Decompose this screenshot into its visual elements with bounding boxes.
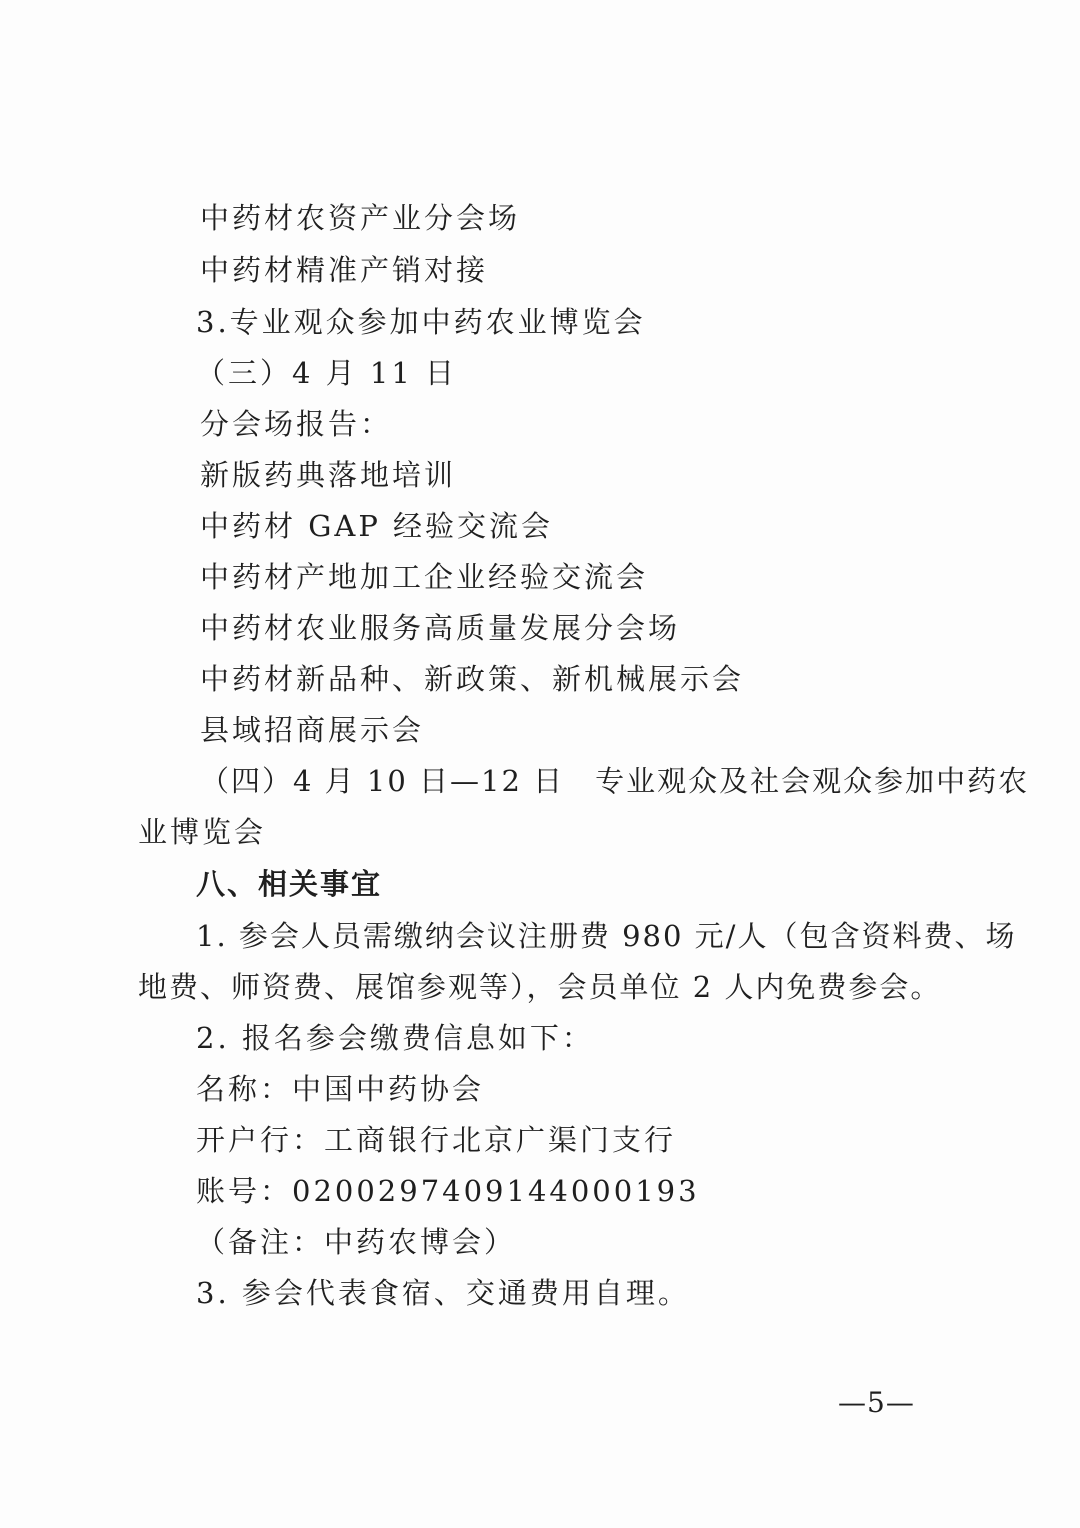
text-line: 新版药典落地培训 (200, 458, 457, 492)
text-line: 中药材农资产业分会场 (200, 201, 521, 235)
text-line: 中药材农业服务高质量发展分会场 (200, 611, 681, 645)
text-line: 1. 参会人员需缴纳会议注册费 980 元/人（包含资料费、场 (196, 919, 1017, 953)
text-line: 中药材 GAP 经验交流会 (200, 509, 554, 543)
text-line: （备注：中药农博会） (196, 1225, 517, 1259)
text-line: 3. 参会代表食宿、交通费用自理。 (196, 1276, 690, 1310)
text-line: 中药材精准产销对接 (200, 253, 489, 287)
account-number-line: 账号：0200297409144000193 (196, 1174, 700, 1208)
text-line: 2. 报名参会缴费信息如下： (196, 1021, 594, 1055)
text-line: 地费、师资费、展馆参观等），会员单位 2 人内免费参会。 (138, 970, 942, 1004)
text-line: 中药材新品种、新政策、新机械展示会 (200, 662, 745, 696)
text-line: 县域招商展示会 (200, 713, 425, 747)
text-line: 中药材产地加工企业经验交流会 (200, 560, 649, 594)
section-subheading: （四）4 月 10 日—12 日 专业观众及社会观众参加中药农 (200, 764, 1030, 798)
section-heading: 八、相关事宜 (196, 867, 383, 901)
text-line: 分会场报告： (200, 407, 393, 441)
page-number: —5— (838, 1386, 915, 1419)
text-line: 名称：中国中药协会 (196, 1072, 485, 1106)
text-line: 业博览会 (138, 815, 267, 849)
text-line: 3.专业观众参加中药农业博览会 (196, 305, 646, 339)
text-line: 开户行：工商银行北京广渠门支行 (196, 1123, 677, 1157)
section-subheading: （三）4 月 11 日 (196, 356, 458, 390)
